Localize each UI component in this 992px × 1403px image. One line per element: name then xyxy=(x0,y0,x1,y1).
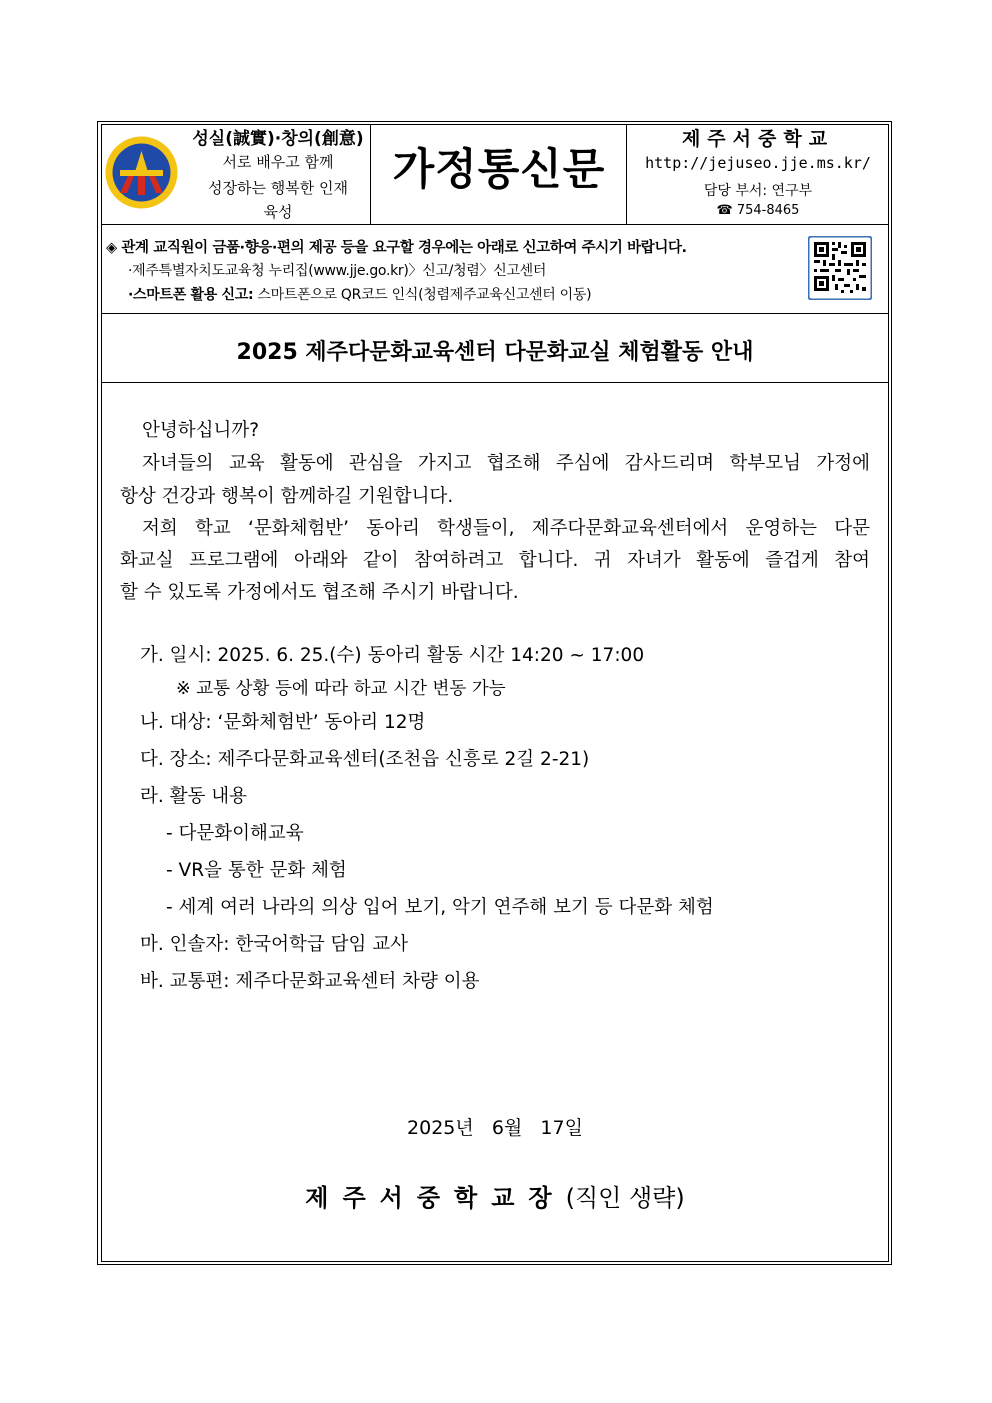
divider-notice xyxy=(101,313,889,314)
anticorruption-notice: ◈ 관계 교직원이 금품·향응·편의 제공 등을 요구할 경우에는 아래로 신고하여 주시기 바랍니다. xyxy=(106,240,687,256)
greeting: 안녕하십니까? xyxy=(142,420,260,441)
paragraph-2-line-3: 할 수 있도록 가정에서도 협조해 주시기 바랍니다. xyxy=(120,582,519,603)
item-schedule-note: ※ 교통 상황 등에 따라 하교 시간 변동 가능 xyxy=(176,679,506,699)
school-logo-icon xyxy=(104,135,179,210)
phone-number: ☎ 754-8465 xyxy=(716,203,800,218)
paragraph-2-line-1: 저희 학교 ‘문화체험반’ 동아리 학생들이, 제주다문화교육센터에서 운영하는 다문 xyxy=(142,518,870,539)
school-vision-line-2: 성장하는 행복한 인재 xyxy=(208,179,348,197)
principal-title: 제주서중학교장 xyxy=(305,1184,566,1212)
seal-omitted-note: (직인 생략) xyxy=(565,1184,685,1212)
divider-col-1 xyxy=(370,124,371,224)
divider-header xyxy=(101,224,889,225)
school-vision-line-3: 육성 xyxy=(263,203,293,221)
divider-col-2 xyxy=(626,124,627,224)
paragraph-1-line-2: 항상 건강과 행복이 함께하길 기원합니다. xyxy=(120,486,454,507)
department: 담당 부서: 연구부 xyxy=(703,183,813,199)
smartphone-report-text: 스마트폰으로 QR코드 인식(청렴제주교육신고센터 이동) xyxy=(257,287,592,303)
school-name: 제주서중학교 xyxy=(681,128,835,150)
paragraph-1-line-1: 자녀들의 교육 활동에 관심을 가지고 협조해 주심에 감사드리며 학부모님 가정에 xyxy=(142,453,870,474)
item-chaperone: 마. 인솔자: 한국어학급 담임 교사 xyxy=(140,934,408,955)
activity-2: - VR을 통한 문화 체험 xyxy=(166,860,347,881)
divider-title xyxy=(101,382,889,383)
item-schedule: 가. 일시: 2025. 6. 25.(수) 동아리 활동 시간 14:20 ~ 17:00 xyxy=(140,645,645,666)
paragraph-2-line-2: 화교실 프로그램에 아래와 같이 참여하려고 합니다. 귀 자녀가 활동에 즐겁게 참여 xyxy=(120,550,870,571)
school-motto-title: 성실(誠實)·창의(創意) xyxy=(192,129,364,149)
newsletter-title: 가정통신문 xyxy=(392,145,606,195)
school-url: http://jejuseo.jje.ms.kr/ xyxy=(645,154,871,172)
issue-date: 2025년 6월 17일 xyxy=(407,1117,583,1139)
item-activities: 라. 활동 내용 xyxy=(140,786,247,807)
qr-code-icon xyxy=(808,236,872,300)
smartphone-report-label: ·스마트폰 활용 신고: xyxy=(128,287,254,303)
report-website-line: ·제주특별자치도교육청 누리집(www.jje.go.kr)〉신고/청렴〉신고센터 xyxy=(128,263,547,279)
item-target: 나. 대상: ‘문화체험반’ 동아리 12명 xyxy=(140,712,426,733)
document-title: 2025 제주다문화교육센터 다문화교실 체험활동 안내 xyxy=(236,340,754,365)
smartphone-report-line xyxy=(128,284,591,304)
school-vision-line-1: 서로 배우고 함께 xyxy=(222,153,334,171)
signature xyxy=(101,1178,889,1213)
activity-1: - 다문화이해교육 xyxy=(166,823,304,844)
activity-3: - 세계 여러 나라의 의상 입어 보기, 악기 연주해 보기 등 다문화 체험 xyxy=(166,897,714,918)
item-transportation: 바. 교통편: 제주다문화교육센터 차량 이용 xyxy=(140,971,480,992)
item-location: 다. 장소: 제주다문화교육센터(조천읍 신흥로 2길 2-21) xyxy=(140,749,590,770)
